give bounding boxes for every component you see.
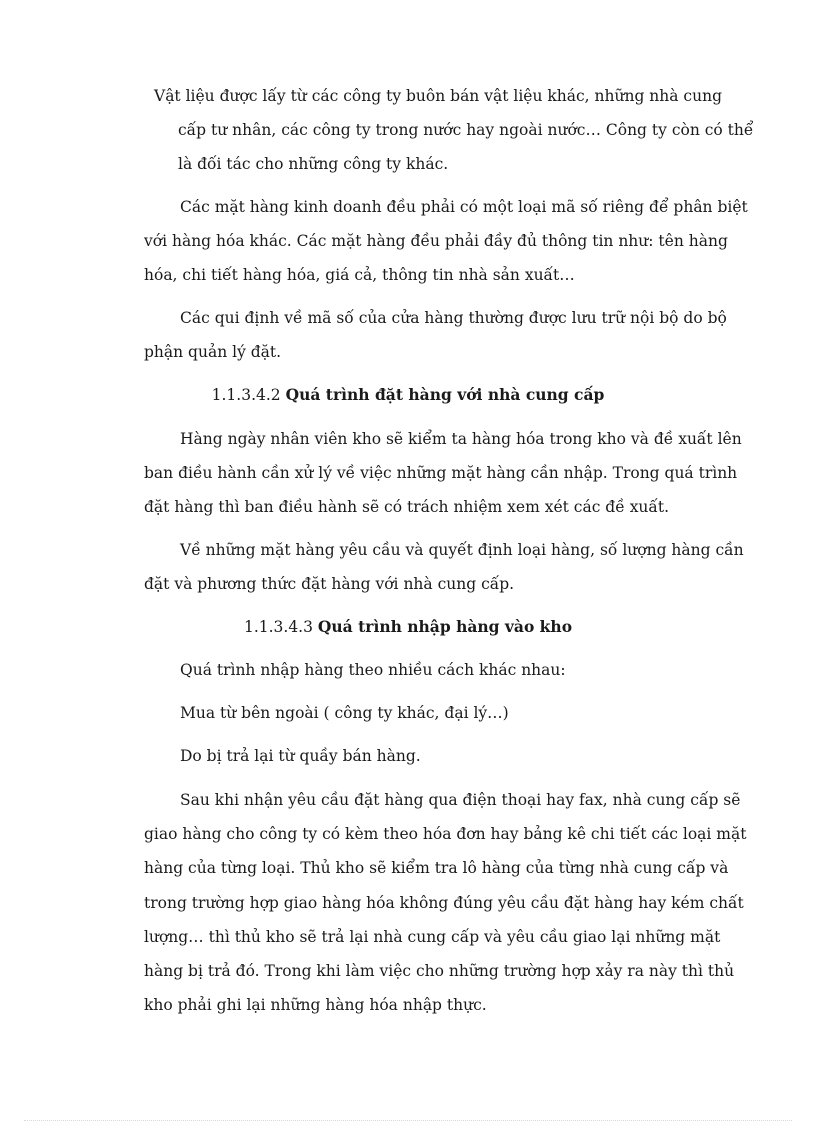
paragraph-line: Hàng ngày nhân viên kho sẽ kiểm ta hàng hóa trong kho và đề xuất lên [180, 430, 742, 448]
paragraph-line: là đối tác cho những công ty khác. [178, 155, 449, 173]
paragraph-line: Vật liệu được lấy từ các công ty buôn bán vật liệu khác, những nhà cung [154, 87, 722, 105]
paragraph-line: đặt hàng thì ban điều hành sẽ có trách nhiệm xem xét các đề xuất. [144, 498, 670, 516]
paragraph-line: kho phải ghi lại những hàng hóa nhập thực. [144, 996, 487, 1014]
paragraph-line: hóa, chi tiết hàng hóa, giá cả, thông tin nhà sản xuất… [144, 266, 575, 284]
section-number: 1.1.3.4.3 [243, 618, 318, 636]
paragraph-line: Các qui định về mã số của cửa hàng thường được lưu trữ nội bộ do bộ [180, 309, 727, 327]
paragraph-line: cấp tư nhân, các công ty trong nước hay ngoài nước… Công ty còn có thể [178, 121, 754, 139]
paragraph-line: hàng của từng loại. Thủ kho sẽ kiểm tra lô hàng của từng nhà cung cấp và [144, 859, 729, 877]
section-number: 1.1.3.4.2 [211, 386, 286, 404]
paragraph-line: đặt và phương thức đặt hàng với nhà cung cấp. [144, 575, 515, 593]
section-heading [0, 385, 816, 405]
paragraph-line: lượng… thì thủ kho sẽ trả lại nhà cung cấp và yêu cầu giao lại những mặt [144, 928, 721, 946]
paragraph-line: giao hàng cho công ty có kèm theo hóa đơn hay bảng kê chi tiết các loại mặt [144, 825, 747, 843]
paragraph-line: Quá trình nhập hàng theo nhiều cách khác nhau: [180, 661, 566, 679]
paragraph-line: Về những mặt hàng yêu cầu và quyết định loại hàng, số lượng hàng cần [180, 541, 744, 559]
paragraph-line: hàng bị trả đó. Trong khi làm việc cho những trường hợp xảy ra này thì thủ [144, 962, 735, 980]
paragraph-line: trong trường hợp giao hàng hóa không đúng yêu cầu đặt hàng hay kém chất [144, 894, 744, 912]
section-title: Quá trình đặt hàng với nhà cung cấp [285, 385, 605, 404]
page-bottom-divider [24, 1120, 792, 1121]
paragraph-line: phận quản lý đặt. [144, 343, 282, 361]
paragraph-line: Sau khi nhận yêu cầu đặt hàng qua điện thoại hay fax, nhà cung cấp sẽ [180, 791, 741, 809]
paragraph-line: ban điều hành cần xử lý về việc những mặt hàng cần nhập. Trong quá trình [144, 464, 738, 482]
section-heading [0, 617, 816, 637]
section-title: Quá trình nhập hàng vào kho [317, 617, 573, 636]
paragraph-line: Mua từ bên ngoài ( công ty khác, đại lý…) [180, 704, 509, 722]
paragraph-line: với hàng hóa khác. Các mặt hàng đều phải đầy đủ thông tin như: tên hàng [144, 232, 728, 250]
paragraph-line: Do bị trả lại từ quầy bán hàng. [180, 747, 421, 765]
paragraph-line: Các mặt hàng kinh doanh đều phải có một loại mã số riêng để phân biệt [180, 198, 748, 216]
